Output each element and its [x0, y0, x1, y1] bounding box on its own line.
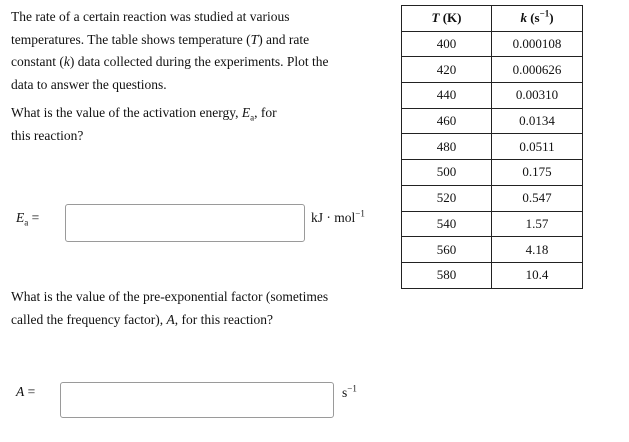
- a-unit: [342, 385, 357, 401]
- a-label-eq: =: [24, 384, 36, 399]
- table-row: [402, 134, 583, 160]
- intro-var-k: k: [63, 54, 70, 69]
- table-row: [402, 83, 583, 109]
- intro-line-3b: ) data collected during the experiments. Plot the: [69, 54, 329, 69]
- cell-rate-constant: 1.57: [492, 211, 583, 237]
- intro-line-3a: constant (: [11, 54, 64, 69]
- cell-temperature: 580: [402, 262, 492, 288]
- a-unit-main: s: [342, 385, 348, 400]
- header-k-unit-sup: −1: [539, 9, 550, 20]
- q2-var-a: A: [166, 311, 175, 327]
- cell-temperature: 400: [402, 31, 492, 57]
- header-t-unit: (K): [439, 10, 462, 26]
- table-row: [402, 31, 583, 57]
- intro-line-4: data to answer the questions.: [11, 76, 167, 92]
- pre-exponential-factor-input[interactable]: [60, 382, 334, 418]
- q1-line-1b: , for: [254, 105, 277, 120]
- table-row: [402, 108, 583, 134]
- table-row: [402, 185, 583, 211]
- ea-unit: [311, 210, 365, 226]
- table-row: [402, 262, 583, 288]
- problem-intro: [11, 6, 381, 96]
- cell-rate-constant: 10.4: [492, 262, 583, 288]
- q2-line-1: What is the value of the pre-exponential factor (sometimes: [11, 289, 329, 304]
- cell-rate-constant: 4.18: [492, 237, 583, 263]
- intro-var-t: T: [250, 31, 259, 47]
- q1-var-e: E: [241, 105, 251, 120]
- cell-temperature: 480: [402, 134, 492, 160]
- a-label: [16, 384, 35, 400]
- temperature-rate-table: [401, 5, 583, 289]
- a-label-var: A: [16, 384, 25, 399]
- q1-line-1a: What is the value of the activation energy,: [11, 105, 242, 120]
- table-row: [402, 237, 583, 263]
- question-activation-energy: [11, 102, 341, 147]
- q1-var-sub: a: [250, 112, 255, 123]
- ea-unit-main: kJ · mol: [311, 210, 356, 225]
- cell-rate-constant: 0.175: [492, 160, 583, 186]
- intro-line-2b: ) and rate: [258, 31, 310, 47]
- cell-rate-constant: 0.00310: [492, 83, 583, 109]
- intro-line-2a: temperatures. The table shows temperature (: [11, 31, 251, 47]
- question-pre-exponential: [11, 286, 381, 331]
- cell-temperature: 420: [402, 57, 492, 83]
- header-k-var: k: [520, 10, 527, 26]
- cell-temperature: 460: [402, 108, 492, 134]
- table-header-row: [402, 6, 583, 32]
- q2-line-2a: called the frequency factor),: [11, 311, 167, 327]
- header-rate-constant: [492, 6, 583, 32]
- a-unit-sup: −1: [347, 383, 357, 394]
- cell-rate-constant: 0.000626: [492, 57, 583, 83]
- cell-temperature: 500: [402, 160, 492, 186]
- q1-line-2: this reaction?: [11, 127, 84, 143]
- cell-temperature: 560: [402, 237, 492, 263]
- header-k-unit-close: ): [549, 10, 554, 26]
- activation-energy-input[interactable]: [65, 204, 305, 242]
- cell-rate-constant: 0.0511: [492, 134, 583, 160]
- ea-unit-sup: −1: [355, 208, 365, 219]
- header-t-var: T: [431, 10, 440, 26]
- cell-temperature: 520: [402, 185, 492, 211]
- cell-rate-constant: 0.547: [492, 185, 583, 211]
- ea-label-sub: a: [24, 217, 29, 228]
- cell-rate-constant: 0.000108: [492, 31, 583, 57]
- header-temperature: [402, 6, 492, 32]
- ea-label-eq: =: [28, 210, 40, 225]
- header-k-unit-open: (s: [526, 10, 540, 26]
- table-row: [402, 57, 583, 83]
- intro-line-1: The rate of a certain reaction was studied at various: [11, 9, 290, 24]
- cell-rate-constant: 0.0134: [492, 108, 583, 134]
- table-row: [402, 211, 583, 237]
- cell-temperature: 440: [402, 83, 492, 109]
- ea-label: [16, 210, 39, 226]
- q2-line-2b: , for this reaction?: [174, 311, 274, 327]
- table-row: [402, 160, 583, 186]
- cell-temperature: 540: [402, 211, 492, 237]
- ea-label-var: E: [16, 210, 25, 225]
